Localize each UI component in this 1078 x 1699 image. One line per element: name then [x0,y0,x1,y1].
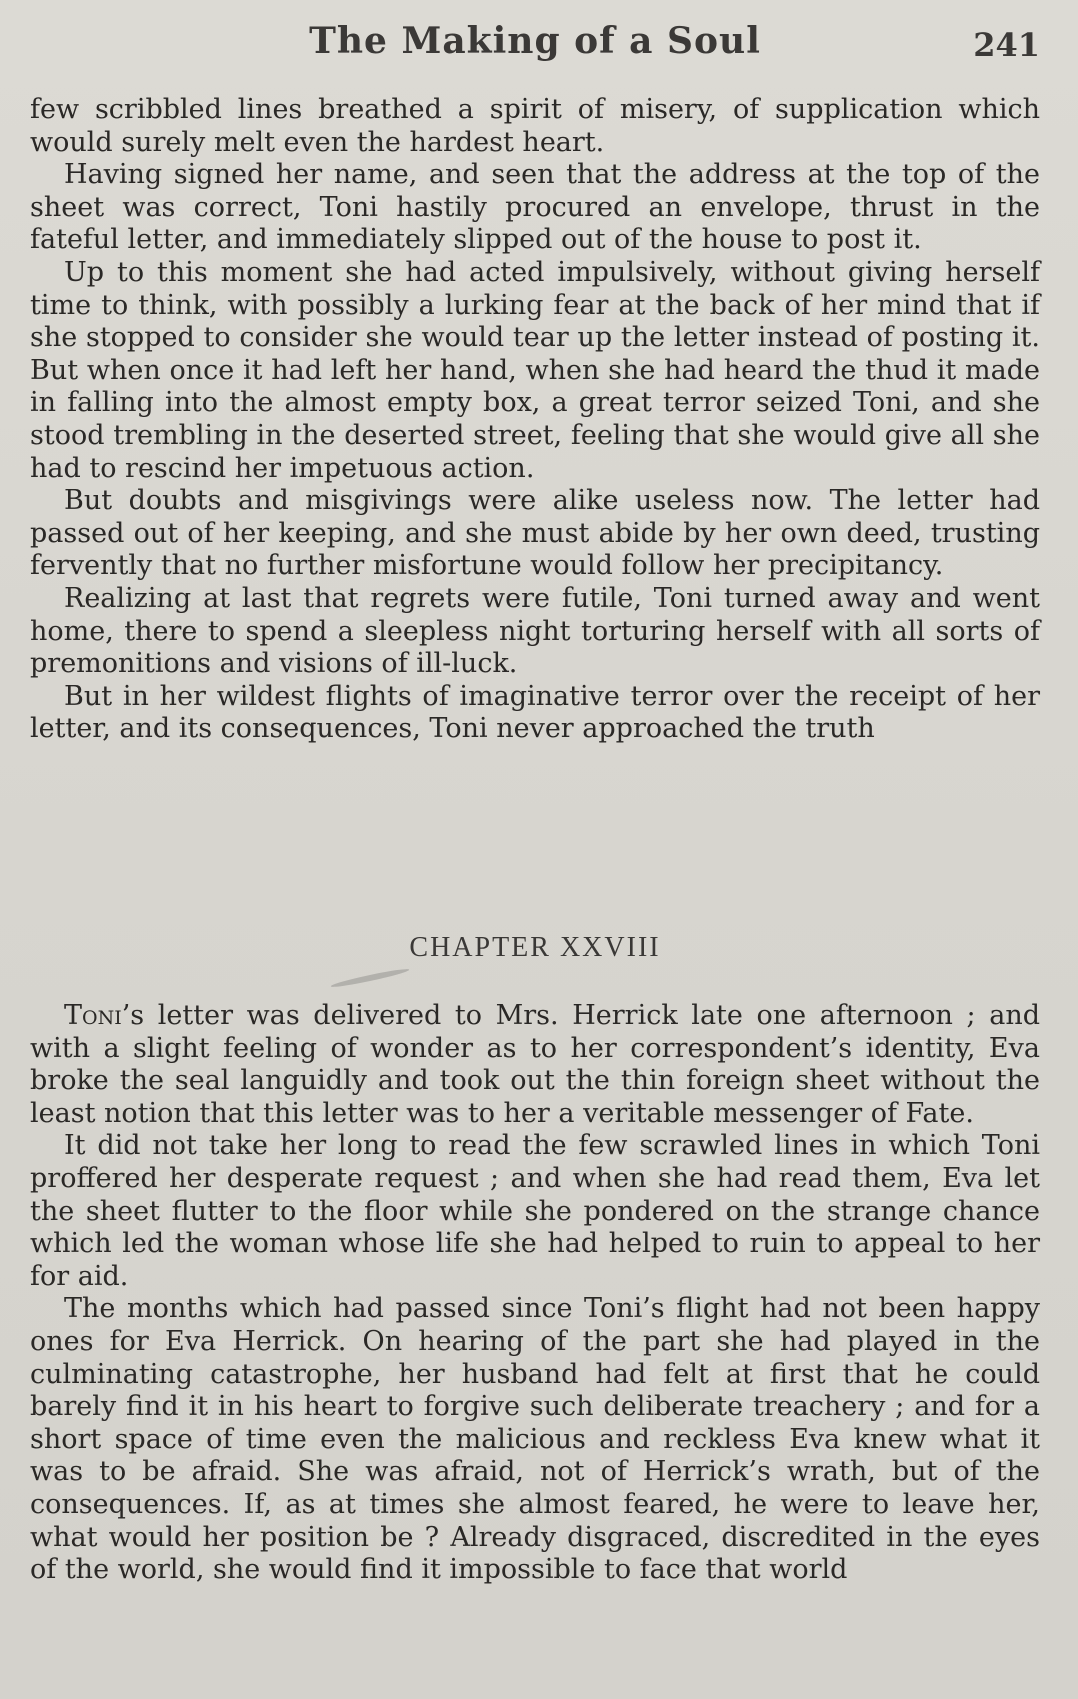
opening-text: ’s letter was delivered to Mrs. Herrick late one afternoon ; and with a slight feeling of wonder as to her correspondent’s identity, Eva broke the seal languidly and took out the thin foreign sheet without the least notion that this letter was to her a veritable messenger of Fate. [30,1000,1040,1129]
paragraph: Up to this moment she had acted impulsively, without giving herself time to think, with possibly a lurking fear at the back of her mind that if she stopped to consider she would tear up the letter instead of posting it. But when once it had left her hand, when she had heard the thud it made in falling into the almost empty box, a great terror seized Toni, and she stood trembling in the deserted street, feeling that she would give all she had to rescind her impetuous action. [30,256,1040,484]
paragraph: Having signed her name, and seen that the address at the top of the sheet was correct, Toni hastily procured an envelope, thrust in the fateful letter, and immediately slipped out of the house to post it. [30,159,1040,256]
page-blemish [330,967,409,990]
paragraph: The months which had passed since Toni’s flight had not been happy ones for Eva Herrick. On hearing of the part she had played in the culminating catastrophe, her husband had felt at first that he could barely find it in his heart to forgive such deliberate treachery ; and for a short space of time even the malicious and reckless Eva knew what it was to be afraid. She was afraid, not of Herrick’s wrath, but of the consequences. If, as at times she almost feared, he were to leave her, what would her position be ? Already disgraced, discredited in the eyes of the world, she would find it impossible to face that world [30,1293,1040,1586]
page-header [30,20,1040,80]
paragraph: Realizing at last that regrets were futile, Toni turned away and went home, there to spend a sleepless night torturing herself with all sorts of premonitions and visions of ill-luck. [30,582,1040,680]
paragraph: But doubts and misgivings were alike useless now. The letter had passed out of her keeping, and she must abide by her own deed, trusting fervently that no further misfortune would follow her precipitancy. [30,485,1040,582]
paragraph: But in her wildest flights of imaginative terror over the receipt of her letter, and its consequences, Toni never approached the truth [30,680,1040,745]
opening-word: Toni [64,1000,122,1031]
paragraph: It did not take her long to read the few scrawled lines in which Toni proffered her desperate request ; and when she had read them, Eva let the sheet flutter to the floor while she pondered on the strange chance which led the woman whose life she had helped to ruin to appeal to her for aid. [30,1130,1040,1292]
running-title: The Making of a Soul [309,20,761,62]
chapter-opening-paragraph [30,1000,1040,1130]
continued-text [30,94,1040,746]
chapter-heading: CHAPTER XXVIII [409,932,661,963]
chapter-text [30,1000,1040,1587]
paragraph: few scribbled lines breathed a spirit of misery, of supplication which would surely melt even the hardest heart. [30,94,1040,158]
page-number: 241 [973,26,1040,64]
